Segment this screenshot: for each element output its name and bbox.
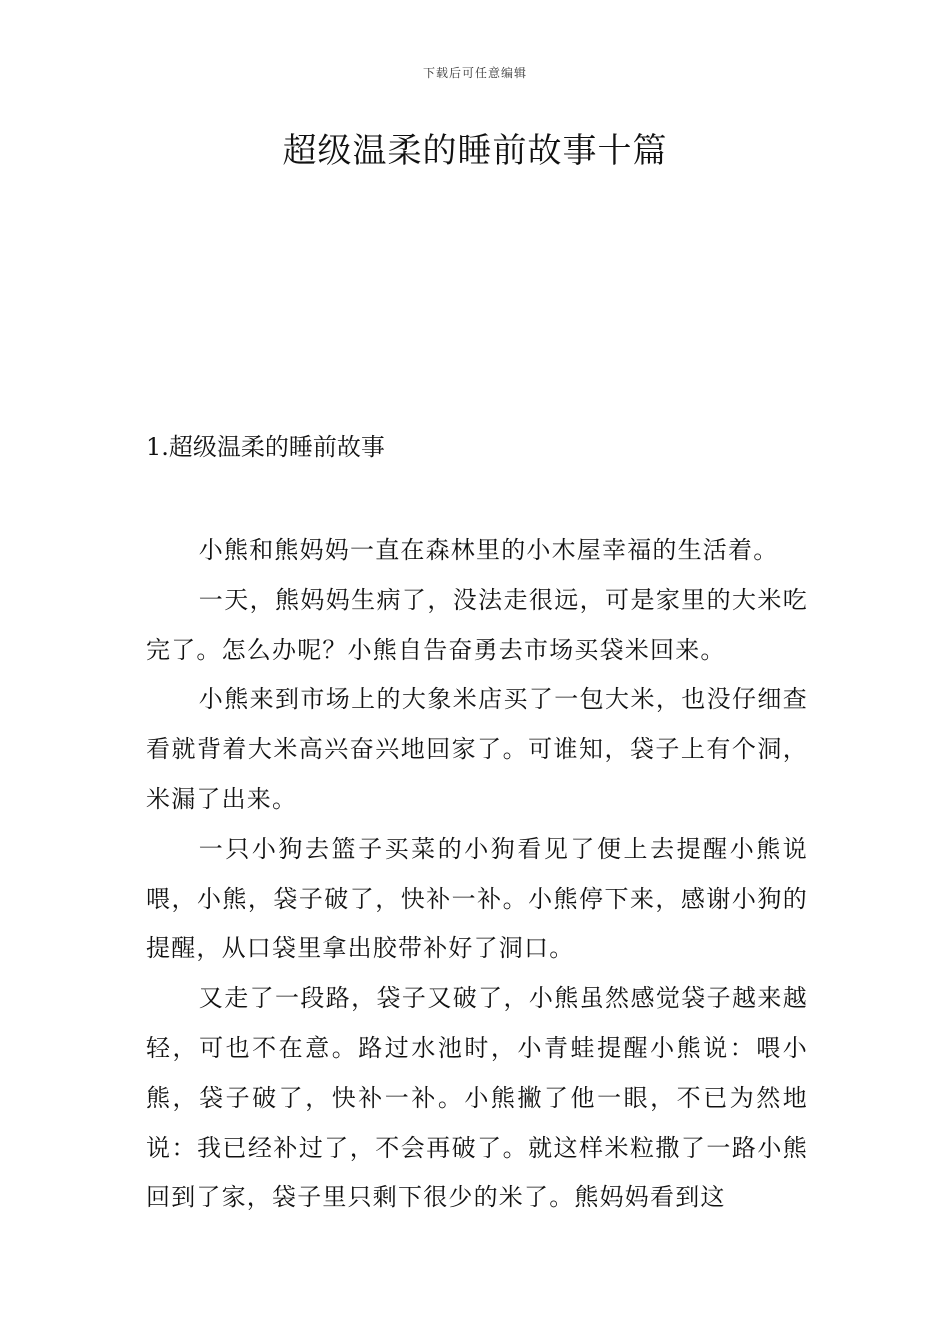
paragraph: 小熊来到市场上的大象米店买了一包大米，也没仔细查看就背着大米高兴奋兴地回家了。可谁知，袋子上有个洞，米漏了出来。 [146, 685, 808, 813]
document-title: 超级温柔的睡前故事十篇 [282, 131, 668, 171]
paragraph: 一只小狗去篮子买菜的小狗看见了便上去提醒小熊说喂，小熊，袋子破了，快补一补。小熊停下来，感谢小狗的提醒，从口袋里拿出胶带补好了洞口。 [146, 834, 808, 963]
paragraph: 一天，熊妈妈生病了，没法走很远，可是家里的大米吃完了。怎么办呢？小熊自告奋勇去市场买袋米回来。 [146, 585, 808, 664]
story-body [146, 526, 808, 1223]
paragraph: 小熊和熊妈妈一直在森林里的小木屋幸福的生活着。 [198, 536, 779, 564]
paragraph: 又走了一段路，袋子又破了，小熊虽然感觉袋子越来越轻，可也不在意。路过水池时，小青蛙提醒小熊说：喂小熊，袋子破了，快补一补。小熊撇了他一眼，不已为然地说：我已经补过了，不会再破了。就这样米粒撒了一路小熊回到了家，袋子里只剩下很少的米了。熊妈妈看到这 [146, 984, 808, 1212]
section-heading: 1.超级温柔的睡前故事 [146, 433, 385, 461]
header-note: 下载后可任意编辑 [422, 66, 527, 80]
